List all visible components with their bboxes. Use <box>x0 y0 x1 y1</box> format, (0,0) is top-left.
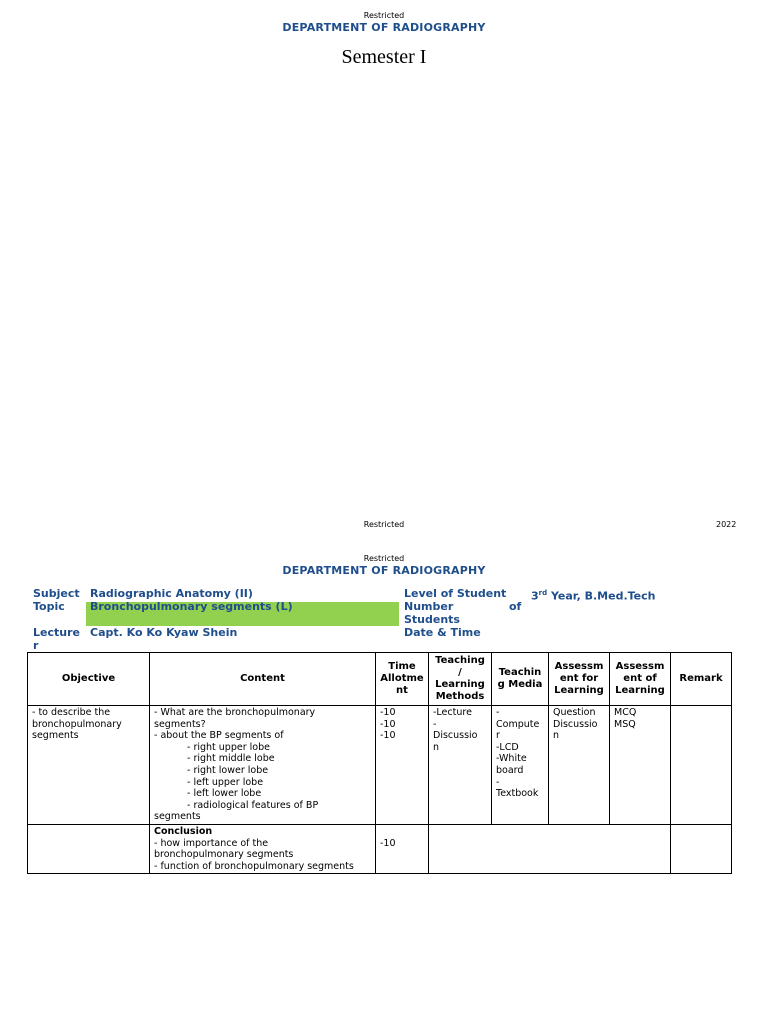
datetime-label: Date & Time <box>404 626 481 639</box>
row2-objective <box>28 824 150 873</box>
header-teaching-methods: Teaching / Learning Methods <box>429 653 492 706</box>
row1-assessment-for: Question Discussio n <box>549 706 610 825</box>
row1-remark <box>671 706 732 825</box>
topic-label: Topic <box>33 600 65 613</box>
table-header-row <box>28 653 732 706</box>
number-label-students: Students <box>404 613 460 626</box>
content-subitem: - right upper lobe <box>187 741 270 753</box>
content-subitem: - right middle lobe <box>187 753 275 765</box>
lesson-plan-table <box>27 652 732 874</box>
conclusion-content: - how importance of the bronchopulmonary segments - function of bronchopulmonary segments <box>154 837 354 872</box>
level-value: 3rd Year, B.Med.Tech <box>531 589 656 603</box>
restricted-label-page2: Restricted <box>363 554 405 563</box>
table-row <box>28 824 732 873</box>
row2-remark <box>671 824 732 873</box>
number-label-of: of <box>509 600 522 613</box>
row1-objective: - to describe the bronchopulmonary segments <box>28 706 150 825</box>
header-time-allotment: Time Allotme nt <box>376 653 429 706</box>
content-subitem: - right lower lobe <box>187 764 269 776</box>
row1-methods: -Lecture - Discussio n <box>429 706 492 825</box>
header-assessment-of-learning: Assessm ent of Learning <box>610 653 671 706</box>
header-remark: Remark <box>671 653 732 706</box>
content-subitem: - left lower lobe <box>187 788 262 800</box>
row2-content <box>150 824 376 873</box>
content-subitem: - left upper lobe <box>187 776 264 788</box>
lecturer-label-wrap: r <box>33 639 39 652</box>
row1-content <box>150 706 376 825</box>
topic-value: Bronchopulmonary segments (L) <box>90 600 293 613</box>
department-heading: DEPARTMENT OF RADIOGRAPHY <box>282 21 486 34</box>
subject-label: Subject <box>33 587 80 600</box>
lecturer-label: Lecture <box>33 626 80 639</box>
row1-assessment-of: MCQ MSQ <box>610 706 671 825</box>
semester-title: Semester I <box>341 46 427 68</box>
content-line: - What are the bronchopulmonary <box>154 707 316 718</box>
table-row <box>28 706 732 825</box>
content-line: segments <box>154 811 201 823</box>
lecturer-value: Capt. Ko Ko Kyaw Shein <box>90 626 238 639</box>
subject-value: Radiographic Anatomy (II) <box>90 587 253 600</box>
level-label: Level of Student <box>404 587 507 600</box>
row1-time: -10 -10 -10 <box>376 706 429 825</box>
content-subitem: - radiological features of BP <box>187 799 319 811</box>
number-label: Number <box>404 600 454 613</box>
restricted-label-top: Restricted <box>363 11 405 20</box>
row1-media: - Compute r -LCD -White board - Textbook <box>492 706 549 825</box>
header-objective: Objective <box>28 653 150 706</box>
restricted-label-footer: Restricted <box>363 520 405 529</box>
header-content: Content <box>150 653 376 706</box>
header-assessment-for-learning: Assessm ent for Learning <box>549 653 610 706</box>
header-teaching-media: Teachin g Media <box>492 653 549 706</box>
content-line: - about the BP segments of <box>154 730 284 742</box>
conclusion-title: Conclusion <box>154 825 213 837</box>
department-heading-page2: DEPARTMENT OF RADIOGRAPHY <box>282 564 486 577</box>
row2-merged-cell <box>429 824 671 873</box>
content-line: segments? <box>154 718 206 730</box>
row2-time: -10 <box>376 824 429 873</box>
footer-year: 2022 <box>716 520 737 529</box>
